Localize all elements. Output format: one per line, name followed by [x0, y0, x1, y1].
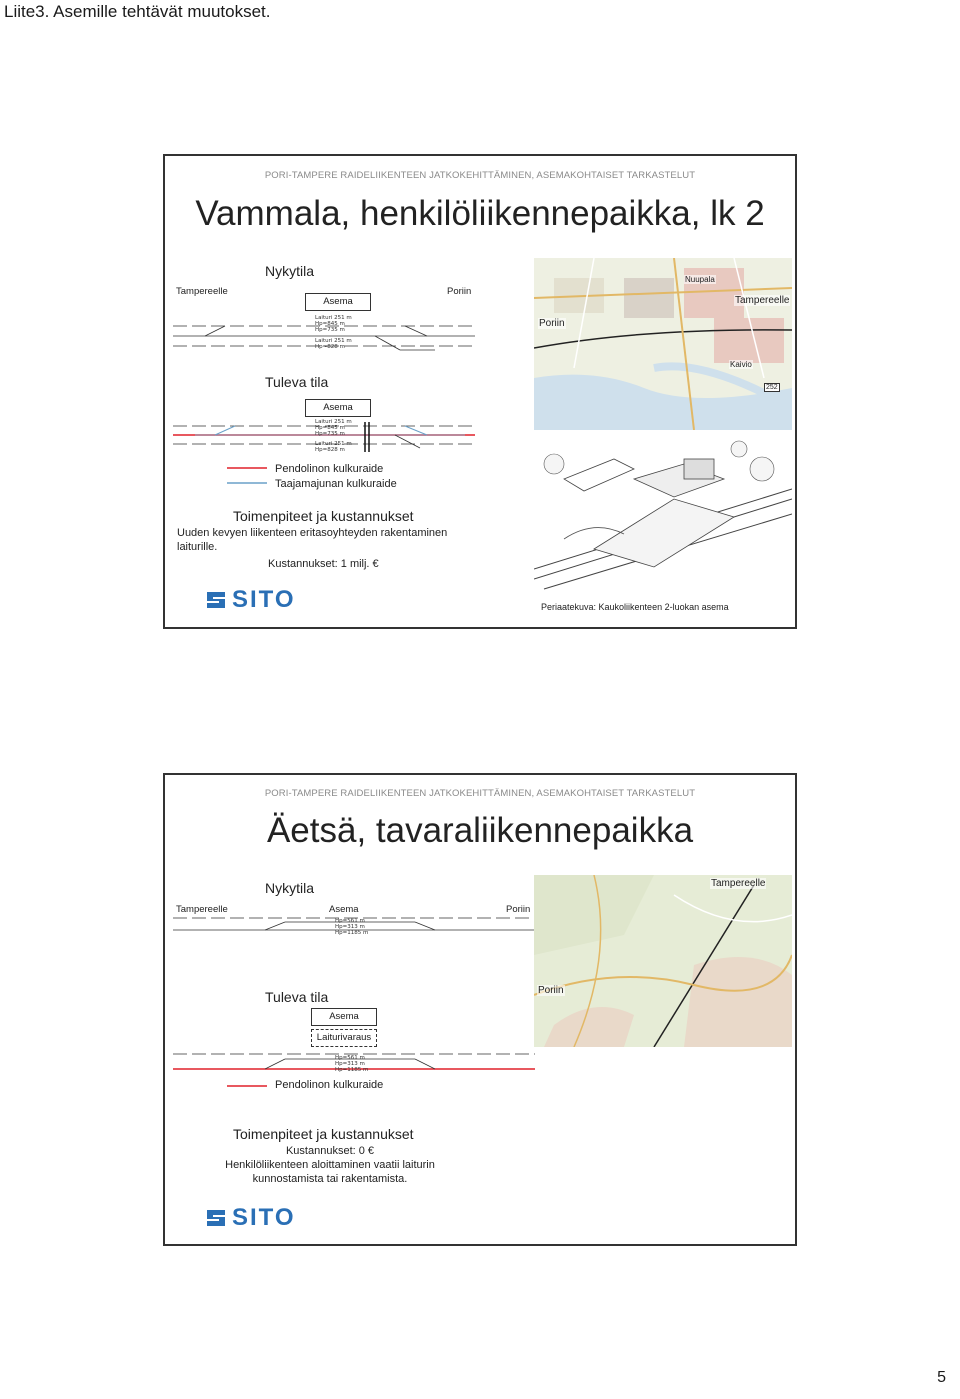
sito-logo-text: SITO: [232, 586, 296, 613]
sito-logo-mark: [205, 1206, 229, 1230]
sito-logo-text: SITO: [232, 1204, 296, 1231]
document-header: Liite3. Asemille tehtävät muutokset.: [4, 2, 271, 21]
direction-right: Poriin: [506, 904, 531, 915]
costs-text: Kustannukset: 1 milj. €: [268, 558, 379, 570]
legend-local: Taajamajunan kulkuraide: [275, 478, 397, 490]
map-label-tampereelle: Tampereelle: [735, 295, 790, 306]
slide-kicker: PORI-TAMPERE RAIDELIIKENTEEN JATKOKEHITTÄMINEN, ASEMAKOHTAISET TARKASTELUT: [264, 788, 696, 799]
sito-logo: [205, 588, 296, 612]
current-heading: Nykytila: [265, 880, 315, 896]
sito-logo: [205, 1206, 296, 1230]
platform-top-notes: Laituri 251 m Hp=845 m Hp=735 m: [315, 315, 352, 333]
sito-logo-mark: [205, 588, 229, 612]
platform-bottom-notes: Laituri 251 m Hp=828 m: [315, 338, 352, 350]
station-illustration: [534, 439, 792, 591]
illustration-caption: Periaatekuva: Kaukoliikenteen 2-luokan asema: [541, 602, 729, 612]
page-number: 5: [937, 1369, 946, 1386]
legend-pendolino: Pendolinon kulkuraide: [275, 463, 384, 475]
track-notes: Hp=561 m Hp=313 m Hp=1185 m: [335, 918, 369, 936]
direction-right: Poriin: [447, 286, 472, 297]
future-track-diagram: [165, 1051, 799, 1081]
direction-left: Tampereelle: [176, 904, 228, 915]
slide-kicker: PORI-TAMPERE RAIDELIIKENTEEN JATKOKEHITTÄMINEN, ASEMAKOHTAISET TARKASTELUT: [264, 170, 696, 181]
aetsa-map-drawing: [534, 875, 792, 1047]
station-label: Asema: [329, 904, 359, 915]
legend-pendolino: Pendolinon kulkuraide: [275, 1079, 384, 1091]
map-label-road: 252: [766, 384, 778, 391]
map-label-place-1: Nuupala: [685, 275, 715, 284]
slide-vammala: [163, 154, 797, 629]
measures-heading: Toimenpiteet ja kustannukset: [233, 508, 414, 524]
vammala-map: [534, 258, 792, 430]
map-label-poriin: Poriin: [539, 318, 565, 329]
slide-title: Vammala, henkilöliikennepaikka, lk 2: [195, 194, 765, 233]
measures-heading: Toimenpiteet ja kustannukset: [233, 1126, 414, 1142]
slide-title: Äetsä, tavaraliikennepaikka: [266, 811, 694, 850]
platform-reserve-box: Laiturivaraus: [311, 1029, 377, 1047]
measures-text: Kustannukset: 0 € Henkilöliikenteen aloittaminen vaatii laiturin kunnostamista tai rakentamista.: [225, 1145, 435, 1185]
map-label-poriin: Poriin: [538, 985, 564, 996]
measures-text: Uuden kevyen liikenteen eritasoyhteyden rakentaminen laiturille.: [177, 527, 448, 553]
legend-line: [227, 1081, 277, 1091]
aetsa-map: [534, 875, 792, 1047]
station-box: Asema: [305, 293, 371, 311]
slide-aetsa: [163, 773, 797, 1246]
station-box-future: Asema: [305, 399, 371, 417]
station-box-future: Asema: [311, 1008, 377, 1026]
map-label-place-2: Kaivio: [730, 360, 752, 369]
vammala-map-drawing: [534, 258, 792, 430]
platform-bottom-notes-future: Laituri 251 m Hp=828 m: [315, 441, 352, 453]
current-heading: Nykytila: [265, 263, 315, 279]
direction-left: Tampereelle: [176, 286, 228, 297]
future-heading: Tuleva tila: [265, 989, 329, 1005]
legend-lines: [227, 462, 277, 492]
station-illustration-drawing: [534, 439, 792, 591]
map-label-tampereelle: Tampereelle: [711, 878, 766, 889]
platform-top-notes-future: Laituri 251 m Hp=845 m Hp=735 m: [315, 419, 352, 437]
future-heading: Tuleva tila: [265, 374, 329, 390]
track-notes-future: Hp=561 m Hp=313 m Hp=1185 m: [335, 1055, 369, 1073]
